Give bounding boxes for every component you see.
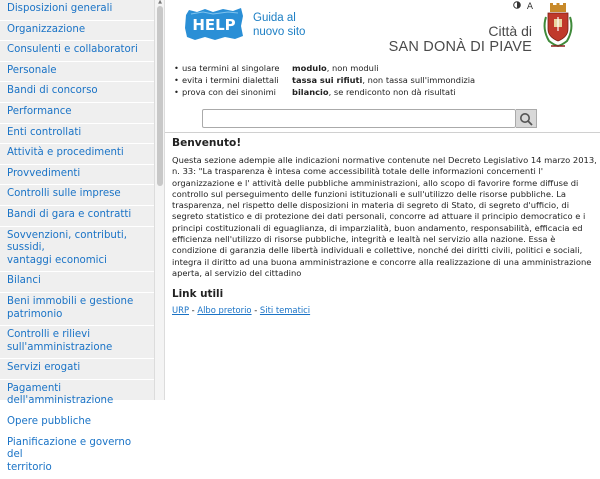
sidebar-item-attivita-procedimenti[interactable]: Attività e procedimenti [0, 144, 154, 165]
help-label-line2: nuovo sito [253, 25, 306, 38]
main-content [172, 137, 600, 315]
sidebar-item-consulenti[interactable]: Consulenti e collaboratori [0, 41, 154, 62]
sidebar-item-provvedimenti[interactable]: Provvedimenti [0, 165, 154, 186]
sidebar-item-disposizioni-generali[interactable]: Disposizioni generali [0, 0, 154, 21]
sidebar-item-enti-controllati[interactable]: Enti controllati [0, 124, 154, 145]
help-badge-icon [183, 6, 245, 42]
sidebar-item-organizzazione[interactable]: Organizzazione [0, 21, 154, 42]
help-logo[interactable] [183, 6, 245, 42]
sidebar-item-pagamenti[interactable]: Pagamenti dell'amministrazione [0, 380, 154, 413]
search-icon [516, 110, 537, 129]
city-title [380, 23, 532, 55]
link-albo-pretorio[interactable]: Albo pretorio [197, 305, 252, 316]
tip-example-rest: , non tassa sull'immondizia [362, 75, 476, 86]
sidebar-item-controlli-rilievi[interactable]: Controlli e rilievi sull'amministrazione [0, 326, 154, 359]
font-size-button[interactable]: A [526, 2, 534, 12]
sidebar-item-bandi-gara[interactable]: Bandi di gara e contratti [0, 206, 154, 227]
help-logo-text: HELP [192, 16, 236, 34]
tip-advice: evita i termini dialettali [182, 75, 279, 86]
link-siti-tematici[interactable]: Siti tematici [259, 305, 311, 316]
bullet-icon: • [174, 87, 179, 98]
tip-advice: prova con dei sinonimi [182, 87, 276, 98]
help-label-line1: Guida al [253, 12, 296, 24]
city-title-line2: SAN DONÀ DI PIAVE [388, 39, 532, 55]
sidebar-scrollbar[interactable] [154, 0, 165, 400]
city-crest-icon[interactable] [541, 3, 575, 53]
scroll-up-arrow-icon[interactable]: ▲ [158, 0, 162, 5]
sidebar-nav [0, 0, 154, 473]
sidebar-item-sovvenzioni[interactable]: Sovvenzioni, contributi, sussidi, vantaggi economici [0, 227, 154, 273]
useful-links-title: Link utili [172, 288, 224, 301]
welcome-title: Benvenuto! [172, 137, 242, 149]
tip-example: modulo [292, 63, 327, 73]
tip-example-rest: , se rendiconto non dà risultati [328, 87, 456, 98]
link-urp[interactable]: URP [172, 305, 189, 316]
intro-paragraph: Questa sezione adempie alle indicazioni normative contenute nel Decreto Legislativo 14 marzo 2013, n. 33: "La trasparenza è intesa come accessibilità totale delle informazioni concernenti l' organizzazione e l' attività delle pubbliche amministrazioni, allo scopo di favorire forme diffuse di controllo sul perseguimento delle funzioni istituzionali e sull'utilizzo delle risorse pubbliche. La trasparenza, nel rispetto delle disposizioni in materia di segreto di Stato, di segreto d'ufficio, di segreto statistico e di protezione dei dati personali, concorre ad attuare il principio democratico e i principi costituzionali di eguaglianza, di imparzialità, buon andamento, responsabilità, efficacia ed efficienza nell'utilizzo di risorse pubbliche, integrità e lealtà nel servizio alla nazione. Essa è condizione di garanzia delle libertà individuali e collettive, nonché dei diritti civili, politici e sociali, integra il diritto ad una buona amministrazione e concorre alla realizzazione di una amministrazione aperta, al servizio del cittadino [172, 155, 597, 278]
link-separator: - [189, 305, 198, 316]
sidebar-item-opere-pubbliche[interactable]: Opere pubbliche [0, 413, 154, 434]
tip-example: tassa sui rifiuti [292, 75, 363, 86]
bullet-icon: • [174, 75, 179, 86]
header-divider [165, 132, 600, 133]
bullet-icon: • [174, 63, 179, 73]
search-tip-row [172, 86, 512, 98]
search-tip-row [172, 74, 512, 86]
link-separator: - [251, 305, 260, 316]
tip-example-rest: , non moduli [326, 63, 379, 73]
search-input[interactable] [202, 109, 516, 128]
sidebar-item-bilanci[interactable]: Bilanci [0, 272, 154, 293]
contrast-icon[interactable] [513, 1, 521, 12]
sidebar-item-bandi-di-concorso[interactable]: Bandi di concorso [0, 82, 154, 103]
accessibility-toolbar [510, 1, 533, 12]
sidebar-item-beni-immobili[interactable]: Beni immobili e gestione patrimonio [0, 293, 154, 326]
sidebar-item-controlli-imprese[interactable]: Controlli sulle imprese [0, 185, 154, 206]
sidebar-item-servizi-erogati[interactable]: Servizi erogati [0, 359, 154, 380]
sidebar-item-pianificazione[interactable]: Pianificazione e governo del territorio [0, 434, 154, 479]
sidebar-item-personale[interactable]: Personale [0, 62, 154, 83]
useful-links [172, 305, 600, 315]
search-button[interactable] [516, 109, 537, 128]
search-tips [172, 62, 512, 99]
scroll-thumb[interactable] [157, 6, 163, 186]
tip-example: bilancio [292, 87, 329, 98]
sidebar-item-performance[interactable]: Performance [0, 103, 154, 124]
search-tip-row [172, 62, 512, 74]
tip-advice: usa termini al singolare [182, 63, 280, 73]
help-guide-link[interactable] [253, 12, 305, 39]
city-title-line1: Città di [488, 23, 532, 39]
